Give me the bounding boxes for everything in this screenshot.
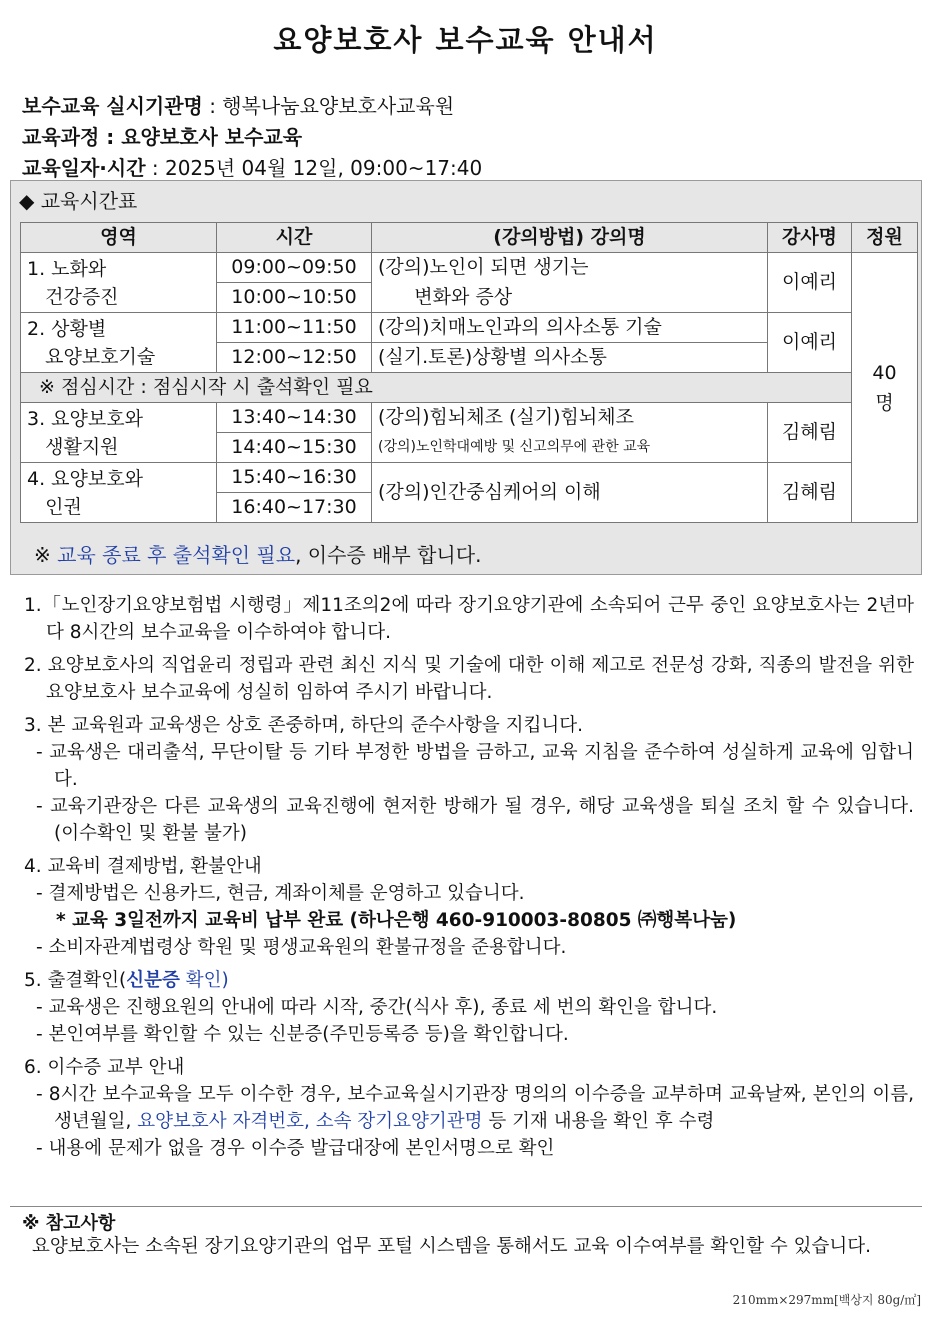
time-cell: 13:40~14:30 — [217, 403, 372, 433]
schedule-box — [10, 180, 922, 575]
area-cell: 3. 요양보호와 생활지원 — [21, 403, 217, 463]
p5-bold: 신분증 — [126, 970, 180, 991]
lecture-cell: (강의)치매노인과의 의사소통 기술 — [372, 313, 768, 343]
institution-value: 행복나눔요양보호사교육원 — [222, 94, 455, 118]
course-line — [22, 121, 302, 150]
paragraph-5 — [24, 967, 914, 994]
schedule-table — [20, 222, 918, 523]
date-line — [22, 152, 482, 181]
lecture-cell: (실기.토론)상황별 의사소통 — [372, 343, 768, 373]
paragraph-3: 3. 본 교육원과 교육생은 상호 존중하며, 하단의 준수사항을 지킵니다. — [24, 715, 583, 736]
table-row — [21, 253, 918, 283]
lecture-cell: (강의)노인이 되면 생기는 — [372, 253, 768, 283]
page-title: 요양보호사 보수교육 안내서 — [273, 23, 658, 57]
table-row — [21, 313, 918, 343]
schedule-box-title: ◆ 교육시간표 — [19, 189, 138, 213]
paragraph-2: 2. 요양보호사의 직업윤리 정립과 관련 최신 지식 및 기술에 대한 이해 제고로 전문성 강화, 직종의 발전을 위한 요양보호사 보수교육에 성실히 임하여 주시기 바랍니다. — [24, 655, 914, 703]
instructor-cell: 이예리 — [768, 253, 852, 313]
paragraph-3b: - 교육기관장은 다른 교육생의 교육진행에 현저한 방해가 될 경우, 해당 교육생을 퇴실 조치 할 수 있습니다. (이수확인 및 환불 불가) — [36, 796, 914, 844]
header-instructor: 강사명 — [768, 223, 852, 253]
time-cell: 15:40~16:30 — [217, 463, 372, 493]
date-sep: : — [145, 156, 165, 180]
p6a-text-1: - 8시간 보수교육을 모두 이수한 경우, 보수교육실시기관장 명의의 이수증을 교부하며 교육날짜, 본인의 이름, 생년월일, — [36, 1084, 914, 1132]
table-row — [21, 463, 918, 493]
p5-suffix: 확인) — [179, 970, 229, 991]
header-area: 영역 — [21, 223, 217, 253]
area-cell: 4. 요양보호와 인권 — [21, 463, 217, 523]
institution-line — [22, 90, 454, 119]
time-cell: 09:00~09:50 — [217, 253, 372, 283]
date-label: 교육일자·시간 — [22, 156, 146, 180]
time-cell: 10:00~10:50 — [217, 283, 372, 313]
paragraph-4a: - 결제방법은 신용카드, 현금, 계좌이체를 운영하고 있습니다. — [36, 883, 525, 904]
time-cell: 14:40~15:30 — [217, 433, 372, 463]
institution-sep: : — [202, 94, 223, 118]
notice-mark: ※ — [34, 543, 58, 567]
time-cell: 12:00~12:50 — [217, 343, 372, 373]
p6a-highlight: 요양보호사 자격번호, 소속 장기요양기관명 — [137, 1111, 483, 1132]
time-cell: 16:40~17:30 — [217, 493, 372, 523]
area-cell: 2. 상황별 요양보호기술 — [21, 313, 217, 373]
header-lecture: (강의방법) 강의명 — [372, 223, 768, 253]
header-time: 시간 — [217, 223, 372, 253]
paragraph-6b: - 내용에 문제가 없을 경우 이수증 발급대장에 본인서명으로 확인 — [36, 1138, 555, 1159]
p6a-text-2: 등 기재 내용을 확인 후 수령 — [482, 1111, 715, 1132]
paragraph-6a — [24, 1081, 914, 1135]
lecture-cell: (강의)노인학대예방 및 신고의무에 관한 교육 — [372, 433, 768, 463]
lecture-cell: (강의)힘뇌체조 (실기)힘뇌체조 — [372, 403, 768, 433]
date-value: 2025년 04월 12일, 09:00~17:40 — [164, 156, 483, 180]
table-row — [21, 403, 918, 433]
attendance-notice — [34, 539, 481, 568]
capacity-cell: 40 명 — [852, 253, 918, 523]
paragraph-4b: * 교육 3일전까지 교육비 납부 완료 (하나은행 460-910003-80805 ㈜행복나눔) — [56, 910, 737, 931]
paragraph-5a: - 교육생은 진행요원의 안내에 따라 시작, 중간(식사 후), 종료 세 번의 확인을 합니다. — [36, 997, 718, 1018]
notice-highlight: 교육 종료 후 출석확인 필요 — [57, 543, 296, 567]
paragraph-4: 4. 교육비 결제방법, 환불안내 — [24, 856, 262, 877]
instructor-cell: 김혜림 — [768, 463, 852, 523]
schedule-header-row — [21, 223, 918, 253]
guide-body — [24, 592, 914, 1162]
instructor-cell: 이예리 — [768, 313, 852, 373]
instructor-cell: 김혜림 — [768, 403, 852, 463]
lunch-cell: ※ 점심시간 : 점심시작 시 출석확인 필요 — [21, 373, 852, 403]
divider — [10, 1206, 922, 1207]
lunch-row — [21, 373, 918, 403]
reference-title: ※ 참고사항 — [22, 1213, 116, 1234]
paper-spec-footer: 210mm×297mm[백상지 80g/㎡] — [732, 1293, 921, 1307]
p5-prefix: 5. 출결확인( — [24, 970, 127, 991]
lecture-cell: 변화와 증상 — [372, 283, 768, 313]
paragraph-1: 1.「노인장기요양보험법 시행령」제11조의2에 따라 장기요양기관에 소속되어 근무 중인 요양보호사는 2년마다 8시간의 보수교육을 이수하여야 합니다. — [24, 595, 914, 643]
paragraph-5b: - 본인여부를 확인할 수 있는 신분증(주민등록증 등)을 확인합니다. — [36, 1024, 569, 1045]
course-label: 교육과정 : 요양보호사 보수교육 — [22, 125, 303, 149]
header-capacity: 정원 — [852, 223, 918, 253]
paragraph-3a: - 교육생은 대리출석, 무단이탈 등 기타 부정한 방법을 금하고, 교육 지침을 준수하여 성실하게 교육에 임합니다. — [36, 742, 914, 790]
notice-rest: , 이수증 배부 합니다. — [295, 543, 482, 567]
paragraph-4c: - 소비자관계법령상 학원 및 평생교육원의 환불규정을 준용합니다. — [36, 937, 567, 958]
area-cell: 1. 노화와 건강증진 — [21, 253, 217, 313]
reference-text: 요양보호사는 소속된 장기요양기관의 업무 포털 시스템을 통해서도 교육 이수여부를 확인할 수 있습니다. — [32, 1236, 872, 1257]
lecture-cell: (강의)인간중심케어의 이해 — [372, 463, 768, 523]
institution-label: 보수교육 실시기관명 — [22, 94, 203, 118]
time-cell: 11:00~11:50 — [217, 313, 372, 343]
paragraph-6: 6. 이수증 교부 안내 — [24, 1057, 185, 1078]
